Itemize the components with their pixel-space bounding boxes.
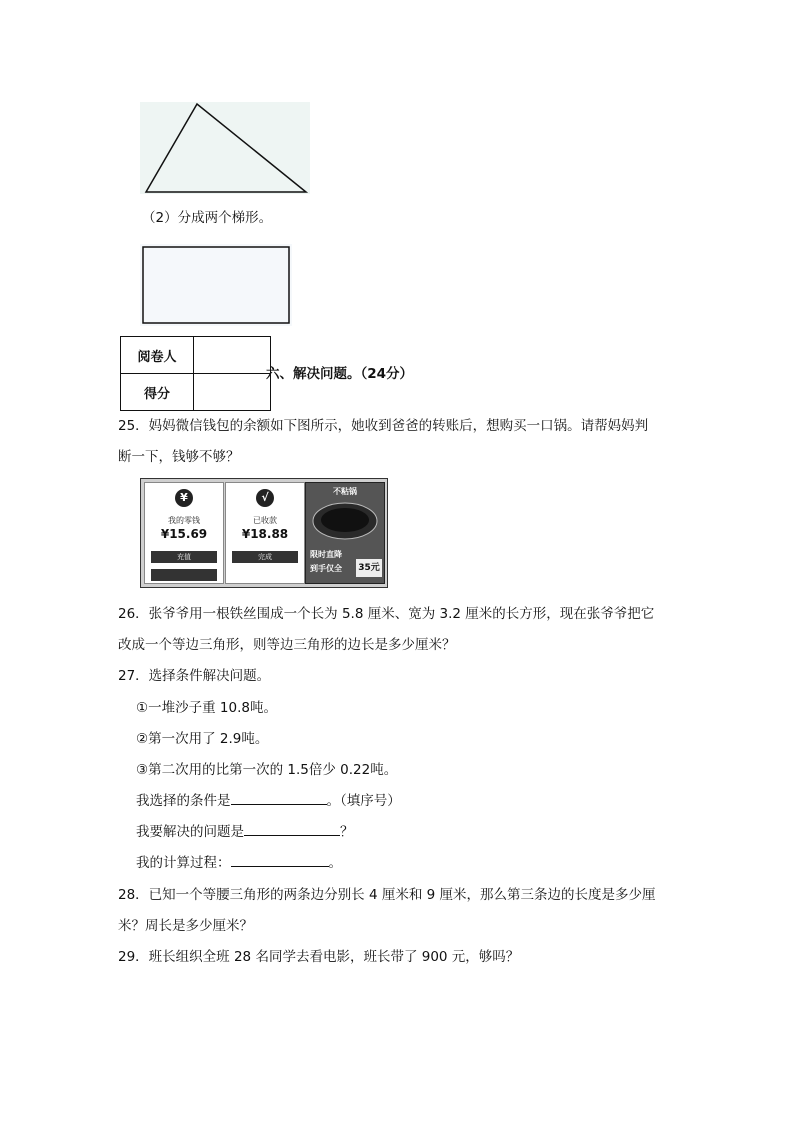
q27-choose-line	[136, 789, 401, 809]
q27-cond3: ③第二次用的比第一次的 1.5倍少 0.22吨。	[136, 762, 398, 778]
rectangle-figure	[140, 244, 292, 326]
q27-calc-line	[136, 851, 342, 871]
q25-line2: 断一下，钱够不够？	[118, 449, 240, 465]
rectangle-shape	[140, 244, 292, 326]
q27-choose-prefix: 我选择的条件是	[136, 793, 231, 809]
triangle-shape	[140, 102, 310, 194]
q28-line1: 28．已知一个等腰三角形的两条边分别长 4 厘米和 9 厘米，那么第三条边的长度是多少厘	[118, 887, 656, 903]
reviewer-cell	[194, 337, 271, 374]
received-amount: ¥18.88	[241, 527, 289, 541]
q29-text: 29．班长组织全班 28 名同学去看电影，班长带了 900 元，够吗？	[118, 949, 520, 965]
reviewer-label: 阅卷人	[121, 337, 194, 374]
wok-ad	[305, 482, 385, 584]
q27-calc-prefix: 我的计算过程：	[136, 855, 231, 871]
q28-line2: 米？周长是多少厘米？	[118, 918, 253, 934]
q27-calc-suffix: 。	[328, 855, 342, 871]
q27-cond1: ①一堆沙子重 10.8吨。	[136, 700, 277, 716]
ad-title: 不粘锅	[333, 487, 357, 496]
ad-price: 35元	[356, 559, 382, 577]
q27-title: 27．选择条件解决问题。	[118, 668, 271, 684]
change-amount: ¥15.69	[160, 527, 208, 541]
q27-problem-prefix: 我要解决的问题是	[136, 824, 244, 840]
withdraw-button	[151, 569, 217, 581]
yuan-coin-icon: ¥	[175, 489, 193, 507]
received-panel	[225, 482, 305, 584]
q26-line1: 26．张爷爷用一根铁丝围成一个长为 5.8 厘米、宽为 3.2 厘米的长方形，现在张爷爷把它	[118, 606, 655, 622]
q27-calc-blank[interactable]	[231, 854, 329, 867]
q25-line1: 25．妈妈微信钱包的余额如下图所示，她收到爸爸的转账后，想购买一口锅。请帮妈妈判	[118, 418, 649, 434]
wok-pan-icon	[310, 499, 380, 543]
ad-line1: 限时直降	[310, 550, 342, 559]
check-icon: √	[256, 489, 274, 507]
q27-problem-suffix: ？	[340, 824, 354, 840]
wallet-screenshot	[140, 478, 388, 588]
section-title: 六、解决问题。（24分）	[266, 366, 414, 382]
ad-line2: 到手仅全	[310, 564, 342, 573]
q27-problem-blank[interactable]	[244, 823, 340, 836]
change-panel	[144, 482, 224, 584]
q26-line2: 改成一个等边三角形，则等边三角形的边长是多少厘米？	[118, 637, 456, 653]
recharge-button: 充值	[151, 551, 217, 563]
score-label: 得分	[121, 374, 194, 411]
q27-cond2: ②第一次用了 2.9吨。	[136, 731, 269, 747]
change-label: 我的零钱	[168, 516, 200, 525]
q27-choose-suffix: 。（填序号）	[326, 793, 401, 809]
q27-problem-line	[136, 820, 354, 840]
score-cell	[194, 374, 271, 411]
q24-part2-text: （2）分成两个梯形。	[142, 210, 273, 226]
score-table	[120, 336, 271, 411]
received-label: 已收款	[253, 516, 277, 525]
done-button: 完成	[232, 551, 298, 563]
q27-choose-blank[interactable]	[231, 792, 327, 805]
triangle-figure	[140, 102, 310, 194]
